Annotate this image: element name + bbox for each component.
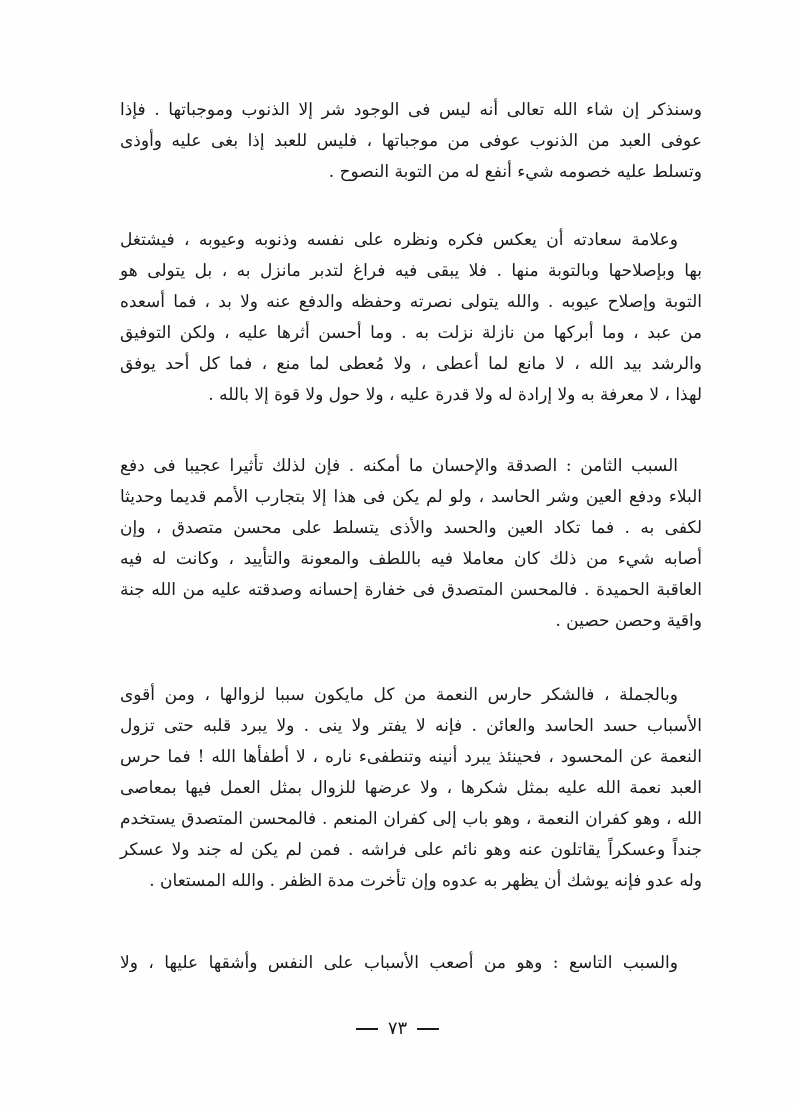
text-line: لهذا ، لا معرفة به ولا إرادة له ولا قدرة عليه ، ولا حول ولا قوة إلا بالله .	[208, 385, 702, 405]
text-line: الله ، وهو كفران النعمة ، وهو باب إلى كفران المنعم . فالمحسن المتصدق يستخدم	[120, 809, 702, 829]
text-line: من عبد ، وما أبركها من نازلة نزلت به . وما أحسن أثرها عليه ، ولكن التوفيق	[120, 323, 702, 343]
paragraph-4	[120, 680, 702, 897]
text-line: وبالجملة ، فالشكر حارس النعمة من كل مايكون سببا لزوالها ، ومن أقوى	[120, 685, 678, 705]
paragraph-1	[120, 95, 702, 188]
text-line: البلاء ودفع العين وشر الحاسد ، ولو لم يكن فى هذا إلا بتجارب الأمم قديما وحديثا	[120, 487, 702, 507]
paragraph-5	[120, 948, 702, 979]
text-line: بها وبإصلاحها وبالتوبة منها . فلا يبقى فيه فراغ لتدبر مانزل به ، بل يتولى هو	[120, 261, 702, 281]
text-line: الأسباب حسد الحاسد والعائن . فإنه لا يفتر ولا ينى . ولا يبرد قلبه حتى تزول	[120, 716, 702, 736]
text-line: السبب الثامن : الصدقة والإحسان ما أمكنه . فإن لذلك تأثيرا عجيبا فى دفع	[120, 456, 678, 476]
text-line: وتسلط عليه خصومه شيء أنفع له من التوبة النصوح .	[328, 162, 702, 182]
text-line: التوبة وإصلاح عيوبه . والله يتولى نصرته وحفظه والدفع عنه ولا بد ، فما أسعده	[120, 292, 702, 312]
text-line: وسنذكر إن شاء الله تعالى أنه ليس فى الوجود شر إلا الذنوب وموجباتها . فإذا	[120, 100, 702, 120]
text-line: العبد نعمة الله عليه بمثل شكرها ، ولا عرضها للزوال بمثل العمل فيها بمعاصى	[120, 778, 702, 798]
text-line: واقية وحصن حصين .	[555, 611, 702, 631]
page-number-text: ٧٣	[387, 1018, 408, 1039]
text-line: والسبب التاسع : وهو من أصعب الأسباب على النفس وأشقها عليها ، ولا	[120, 953, 678, 973]
text-line: والرشد بيد الله ، لا مانع لما أعطى ، ولا مُعطى لما منع ، فما كل أحد يوفق	[120, 354, 702, 374]
text-line: وله عدو فإنه يوشك أن يظهر به عدوه وإن تأخرت مدة الظفر . والله المستعان .	[149, 871, 702, 891]
text-line: أصابه شيء من ذلك كان معاملا فيه باللطف والمعونة والتأييد ، وكانت له فيه	[120, 549, 702, 569]
text-line: النعمة عن المحسود ، فحينئذ يبرد أنينه وتنطفىء ناره ، لا أطفأها الله ! فما حرس	[120, 747, 702, 767]
text-line: عوفى العبد من الذنوب عوفى من موجباتها ، فليس للعبد إذا بغى عليه وأوذى	[120, 131, 702, 151]
paragraph-3	[120, 451, 702, 637]
dash-left	[417, 1028, 439, 1030]
text-line: جنداً وعسكراً يقاتلون عنه وهو نائم على فراشه . فمن لم يكن له جند ولا عسكر	[120, 840, 702, 860]
text-line: لكفى به . فما تكاد العين والحسد والأذى يتسلط على محسن متصدق ، وإن	[120, 518, 702, 538]
paragraph-2	[120, 225, 702, 411]
text-line: وعلامة سعادته أن يعكس فكره ونظره على نفسه وذنوبه وعيوبه ، فيشتغل	[120, 230, 678, 250]
dash-right	[356, 1028, 378, 1030]
text-line: العاقبة الحميدة . فالمحسن المتصدق فى خفارة إحسانه وصدقته عليه من الله جنة	[120, 580, 702, 600]
page-number	[0, 1018, 795, 1039]
